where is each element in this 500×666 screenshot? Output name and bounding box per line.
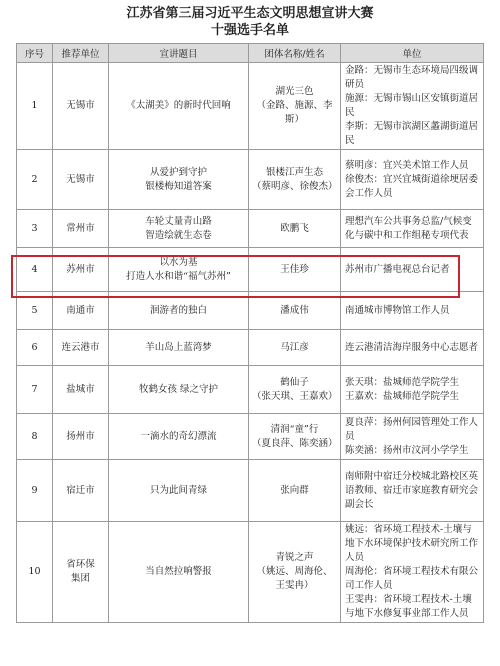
cell-name: 马江彦	[249, 330, 341, 366]
table-row	[17, 366, 484, 414]
cell-unit: 南通城市博物馆工作人员	[341, 292, 484, 330]
cell-unit: 蔡明彦：宜兴美术馆工作人员 徐俊杰：宜兴宜城街道徐埂居委会工作人员	[341, 150, 484, 210]
table-row	[17, 292, 484, 330]
header-no: 序号	[17, 44, 53, 63]
cell-unit: 理想汽车公共事务总监/气候变化与碳中和工作组秘专项代表	[341, 210, 484, 248]
cell-topic: 牧鹤女孩 绿之守护	[109, 366, 249, 414]
table-row	[17, 460, 484, 522]
cell-topic: 《太湖美》的新时代回响	[109, 63, 249, 150]
cell-unit: 苏州市广播电视总台记者	[341, 248, 484, 292]
cell-name: 湖光三色 （金路、施源、李斯）	[249, 63, 341, 150]
cell-unit: 南师附中宿迁分校城北路校区英语教师、宿迁市家庭教育研究会副会长	[341, 460, 484, 522]
cell-name: 欧鹏飞	[249, 210, 341, 248]
cell-topic: 洄游者的独白	[109, 292, 249, 330]
cell-org: 扬州市	[53, 414, 109, 460]
cell-topic: 当自然拉响警报	[109, 522, 249, 623]
cell-org: 苏州市	[53, 248, 109, 292]
cell-topic: 从爱护到守护 银楼梅知道答案	[109, 150, 249, 210]
cell-unit: 连云港清洁海岸服务中心志愿者	[341, 330, 484, 366]
cell-org: 无锡市	[53, 63, 109, 150]
cell-unit: 夏良萍：扬州何园管理处工作人员 陈奕涵：扬州市汶河小学学生	[341, 414, 484, 460]
cell-topic: 羊山岛上蓝湾梦	[109, 330, 249, 366]
table-row	[17, 210, 484, 248]
cell-no: 3	[17, 210, 53, 248]
cell-topic: 车轮丈量青山路 智造绘就生态卷	[109, 210, 249, 248]
table-row	[17, 522, 484, 623]
cell-no: 1	[17, 63, 53, 150]
cell-org: 连云港市	[53, 330, 109, 366]
table-row	[17, 248, 484, 292]
table-row	[17, 330, 484, 366]
cell-unit: 姚远：省环境工程技术-土壤与地下水环境保护技术研究所工作人员 周海伦：省环境工程技术有限公司工作人员 王雯冉：省环境工程技术-土壤与地下水修复事业部工作人员	[341, 522, 484, 623]
cell-no: 8	[17, 414, 53, 460]
cell-org: 南通市	[53, 292, 109, 330]
cell-name: 王佳珍	[249, 248, 341, 292]
cell-no: 5	[17, 292, 53, 330]
table-row	[17, 150, 484, 210]
header-unit: 单位	[341, 44, 484, 63]
cell-no: 6	[17, 330, 53, 366]
cell-org: 省环保 集团	[53, 522, 109, 623]
cell-topic: 以水为基 打造人水和谐“福气苏州”	[109, 248, 249, 292]
header-org: 推荐单位	[53, 44, 109, 63]
table-header-row	[17, 44, 484, 63]
cell-name: 银楼江声生态 （蔡明彦、徐俊杰）	[249, 150, 341, 210]
page-title: 江苏省第三届习近平生态文明思想宣讲大赛	[126, 6, 374, 21]
table-row	[17, 63, 484, 150]
cell-name: 青锐之声 （姚远、周海伦、王雯冉）	[249, 522, 341, 623]
cell-name: 鹤仙子 （张天琪、王嘉欢）	[249, 366, 341, 414]
cell-no: 4	[17, 248, 53, 292]
cell-topic: 只为此间青绿	[109, 460, 249, 522]
cell-no: 10	[17, 522, 53, 623]
cell-unit: 金路：无锡市生态环境局四级调研员 施源：无锡市锡山区安镇街道居民 李斯：无锡市滨湖区蠡湖街道居民	[341, 63, 484, 150]
table-row	[17, 414, 484, 460]
cell-name: 张向群	[249, 460, 341, 522]
cell-no: 9	[17, 460, 53, 522]
header-name: 团体名称/姓名	[249, 44, 341, 63]
finalists-table	[16, 43, 484, 623]
cell-org: 盐城市	[53, 366, 109, 414]
page-subtitle: 十强选手名单	[210, 23, 289, 38]
cell-name: 潘成伟	[249, 292, 341, 330]
cell-topic: 一滴水的奇幻漂流	[109, 414, 249, 460]
cell-org: 宿迁市	[53, 460, 109, 522]
header-topic: 宣讲题目	[109, 44, 249, 63]
cell-no: 7	[17, 366, 53, 414]
cell-name: 清润“童”行 （夏良萍、陈奕涵）	[249, 414, 341, 460]
cell-unit: 张天琪：盐城师范学院学生 王嘉欢：盐城师范学院学生	[341, 366, 484, 414]
cell-org: 常州市	[53, 210, 109, 248]
cell-no: 2	[17, 150, 53, 210]
cell-org: 无锡市	[53, 150, 109, 210]
